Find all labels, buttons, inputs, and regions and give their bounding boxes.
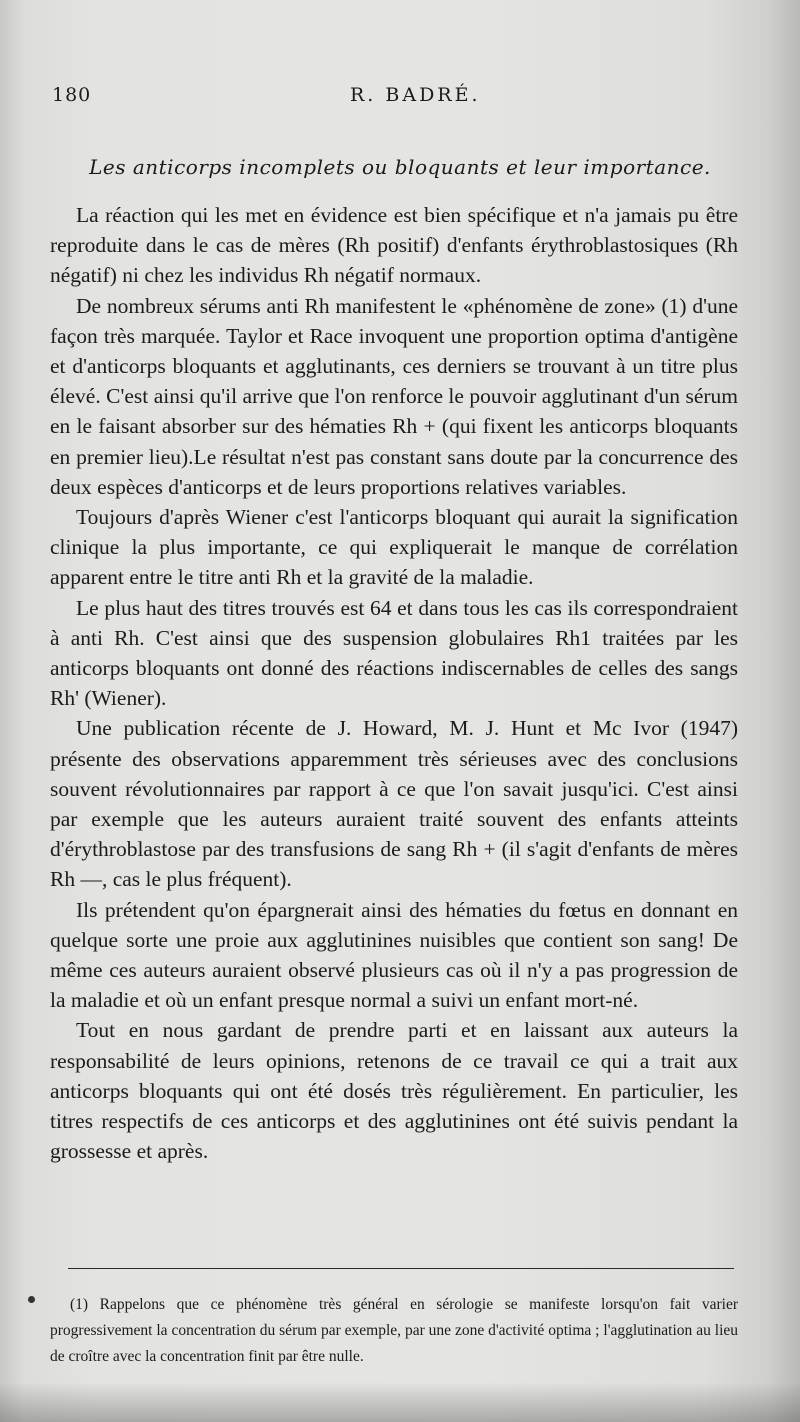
- paragraph: Le plus haut des titres trouvés est 64 et dans tous les cas ils correspondraient à anti Rh. C'est ainsi que des suspension globulaires Rh1 traitées par les anticorps bloquants ont donné des réactions indiscernables de celles des sangs Rh' (Wiener).: [50, 595, 738, 711]
- paragraph: La réaction qui les met en évidence est bien spécifique et n'a jamais pu être reproduite dans le cas de mères (Rh positif) d'enfants érythroblastosiques (Rh négatif) ni chez les individus Rh négatif normaux.: [50, 203, 738, 288]
- footnote-divider: [68, 1268, 734, 1269]
- body-text: [50, 200, 738, 1167]
- paragraph: Toujours d'après Wiener c'est l'anticorps bloquant qui aurait la signification clinique la plus importante, ce qui expliquerait le manque de corrélation apparent entre le titre anti Rh et la gravité de la maladie.: [50, 505, 738, 590]
- footnote: (1) Rappelons que ce phénomène très général en sérologie se manifeste lorsqu'on fait varier progressivement la concentration du sérum par exemple, par une zone d'activité optima ; l'agglutination au lieu de croître avec la concentration finit par être nulle.: [50, 1296, 738, 1365]
- running-head: [52, 84, 752, 108]
- ink-dot-mark: [28, 1296, 35, 1303]
- paragraph: De nombreux sérums anti Rh manifestent le «phénomène de zone» (1) d'une façon très marquée. Taylor et Race invoquent une proportion optima d'antigène et d'anticorps bloquants et agglutinants, ces derniers se trouvant à un titre plus élevé. C'est ainsi qu'il arrive que l'on renforce le pouvoir agglutinant d'un sérum en le faisant absorber sur des hématies Rh + (qui fixent les anticorps bloquants en premier lieu).Le résultat n'est pas constant sans doute par la concurrence des deux espèces d'anticorps et de leurs proportions relatives variables.: [50, 293, 738, 499]
- running-head-author: R. BADRÉ.: [350, 84, 481, 106]
- section-title: Les anticorps incomplets ou bloquants et leur importance.: [89, 155, 711, 179]
- paragraph: Ils prétendent qu'on épargnerait ainsi des hématies du fœtus en donnant en quelque sorte une proie aux agglutinines nuisibles que contient son sang! De même ces auteurs auraient observé plusieurs cas où il n'y a pas progression de la maladie et où un enfant presque normal a suivi un enfant mort-né.: [50, 897, 738, 1013]
- page-number: 180: [52, 84, 92, 106]
- page-edge-shadow: [0, 1382, 800, 1422]
- paragraph: Une publication récente de J. Howard, M. J. Hunt et Mc Ivor (1947) présente des observations apparemment très sérieuses avec des conclusions souvent révolutionnaires par rapport à ce que l'on savait jusqu'ici. C'est ainsi par exemple que les auteurs auraient traité souvent des enfants atteints d'érythroblastose par des transfusions de sang Rh + (il s'agit d'enfants de mères Rh —, cas le plus fréquent).: [50, 716, 738, 892]
- paragraph: Tout en nous gardant de prendre parti et en laissant aux auteurs la responsabilité de leurs opinions, retenons de ce travail ce qui a trait aux anticorps bloquants qui ont été dosés très régulièrement. En particulier, les titres respectifs de ces anticorps et des agglutinines ont été suivis pendant la grossesse et après.: [50, 1018, 738, 1164]
